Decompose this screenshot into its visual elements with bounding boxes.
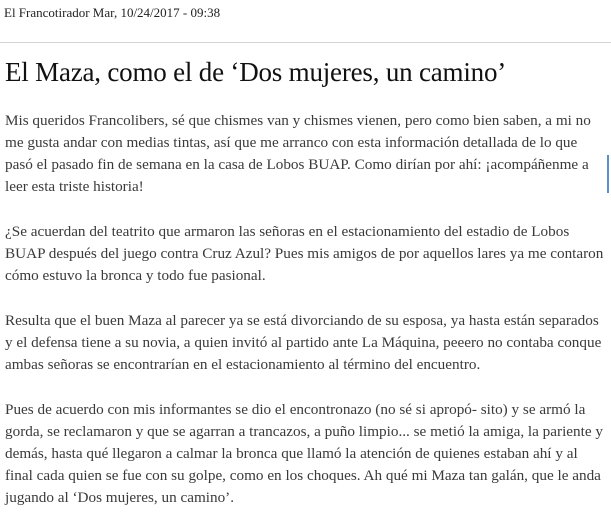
article-paragraph-1: Mis queridos Francolibers, sé que chismes van y chismes vienen, pero como bien saben, a mi no me gusta andar con medias tintas, así que me arranco con esta información detallada de lo que pasó el pasado fin de semana en la casa de Lobos BUAP. Como dirían por ahí: ¡acompáñenme a leer esta triste historia! [5, 112, 591, 195]
scroll-indicator[interactable] [607, 155, 609, 193]
article-paragraph-4: Pues de acuerdo con mis informantes se dio el encontronazo (no sé si apropó- sito) y se armó la gorda, se reclamaron y que se agarran a trancazos, a puño limpio... se metió la amiga, la pariente y demás, hasta qué llegaron a calmar la bronca que llamó la atención de quienes estaban ahí y al final cada quien se fue con su golpe, como en los choques. Ah qué mi Maza tan galán, que le anda jugando al ‘Dos mujeres, un camino’. [5, 401, 603, 506]
article-byline: El Francotirador Mar, 10/24/2017 - 09:38 [4, 5, 221, 20]
article-paragraph-3: Resulta que el buen Maza al parecer ya se está divorciando de su esposa, ya hasta están separados y el defensa tiene a su novia, a quien invitó al partido ante La Máquina, peeero no contaba conque ambas señoras se encontrarían en el estacionamiento al término del encuentro. [5, 312, 602, 373]
header-divider [0, 42, 611, 43]
article-body [5, 110, 605, 532]
article-headline: El Maza, como el de ‘Dos mujeres, un camino’ [5, 57, 507, 87]
article-paragraph-2: ¿Se acuerdan del teatrito que armaron las señoras en el estacionamiento del estadio de Lobos BUAP después del juego contra Cruz Azul? Pues mis amigos de por aquellos lares ya me contaron cómo estuvo la bronca y todo fue pasional. [5, 223, 604, 284]
